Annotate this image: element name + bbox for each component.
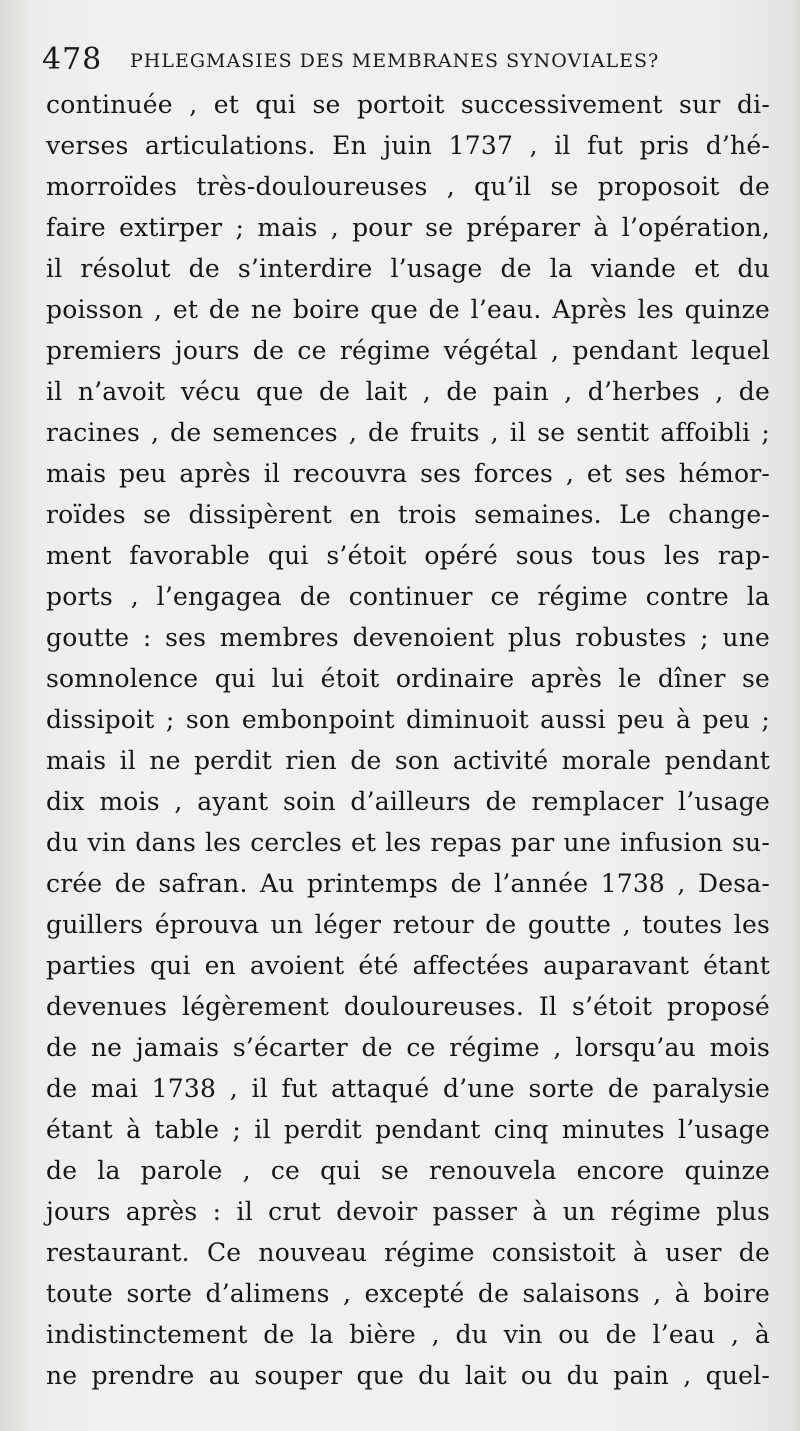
text-line: ne prendre au souper que du lait ou du pain , quel- — [46, 1361, 770, 1390]
text-line: ment favorable qui s’étoit opéré sous tous les rap- — [46, 541, 770, 570]
text-line: il résolut de s’interdire l’usage de la viande et du — [46, 254, 770, 283]
text-line: guillers éprouva un léger retour de goutte , toutes les — [46, 910, 770, 939]
text-line: restaurant. Ce nouveau régime consistoit à user de — [46, 1238, 770, 1267]
text-line: de ne jamais s’écarter de ce régime , lorsqu’au mois — [46, 1033, 770, 1062]
text-line: ports , l’engagea de continuer ce régime contre la — [46, 582, 770, 611]
text-line: devenues légèrement douloureuses. Il s’étoit proposé — [46, 992, 770, 1021]
text-line: faire extirper ; mais , pour se préparer à l’opération, — [46, 213, 770, 242]
text-line: morroïdes très-douloureuses , qu’il se proposoit de — [46, 172, 770, 201]
text-line: dix mois , ayant soin d’ailleurs de remplacer l’usage — [46, 787, 770, 816]
text-line: mais peu après il recouvra ses forces , et ses hémor- — [46, 459, 770, 488]
text-line: poisson , et de ne boire que de l’eau. Après les quinze — [46, 295, 770, 324]
text-line: goutte : ses membres devenoient plus robustes ; une — [46, 623, 770, 652]
text-line: mais il ne perdit rien de son activité morale pendant — [46, 746, 770, 775]
text-line: du vin dans les cercles et les repas par une infusion su- — [46, 828, 770, 857]
text-line: indistinctement de la bière , du vin ou de l’eau , à — [46, 1320, 770, 1349]
text-line: de la parole , ce qui se renouvela encore quinze — [46, 1156, 770, 1185]
text-line: il n’avoit vécu que de lait , de pain , d’herbes , de — [46, 377, 770, 406]
text-line: somnolence qui lui étoit ordinaire après le dîner se — [46, 664, 770, 693]
text-line: parties qui en avoient été affectées auparavant étant — [46, 951, 770, 980]
text-line: racines , de semences , de fruits , il se sentit affoibli ; — [46, 418, 770, 447]
text-line: roïdes se dissipèrent en trois semaines. Le change- — [46, 500, 770, 529]
running-header — [42, 40, 772, 84]
text-line: continuée , et qui se portoit successivement sur di- — [46, 90, 770, 119]
text-line: toute sorte d’alimens , excepté de salaisons , à boire — [46, 1279, 770, 1308]
text-line: crée de safran. Au printemps de l’année 1738 , Desa- — [46, 869, 770, 898]
text-line: verses articulations. En juin 1737 , il fut pris d’hé- — [46, 131, 770, 160]
text-line: de mai 1738 , il fut attaqué d’une sorte de paralysie — [46, 1074, 770, 1103]
body-text — [46, 84, 770, 1396]
page-number: 478 — [42, 42, 103, 77]
text-line: jours après : il crut devoir passer à un régime plus — [46, 1197, 770, 1226]
text-line: dissipoit ; son embonpoint diminuoit aussi peu à peu ; — [46, 705, 770, 734]
running-title: PHLEGMASIES DES MEMBRANES SYNOVIALES? — [130, 50, 660, 72]
text-line: premiers jours de ce régime végétal , pendant lequel — [46, 336, 770, 365]
text-line: étant à table ; il perdit pendant cinq minutes l’usage — [46, 1115, 770, 1144]
